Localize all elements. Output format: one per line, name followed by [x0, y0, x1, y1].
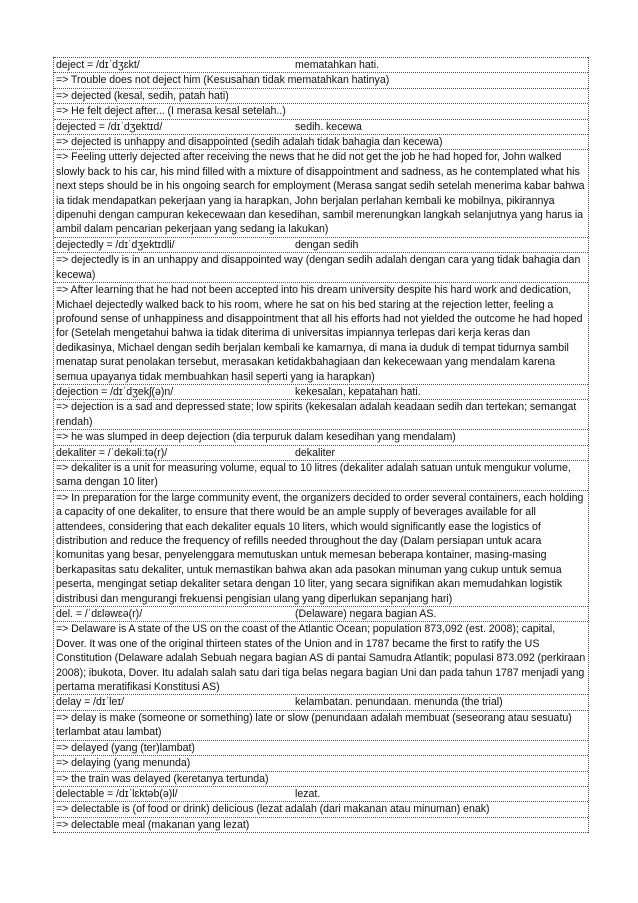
translation: dekaliter	[295, 446, 336, 459]
entry-delay	[54, 694, 588, 785]
translation: dengan sedih	[295, 238, 359, 251]
entry-dejection	[54, 384, 588, 445]
entry-header	[54, 120, 588, 134]
entry-line: => delaying (yang menunda)	[54, 755, 588, 770]
entry-line: => In preparation for the large community event, the organizers decided to order several containers, each holding a capacity of one dekaliter, to ensure that there would be an ample supply of beverages available for all attendees, considering that each dekaliter equals 10 liters, which would significantly ease the logistics of distribution and reduce the frequency of refills needed throughout the day (Dalam persiapan untuk acara komunitas yang besar, penyelenggara memutuskan untuk memesan beberapa kontainer, masing-masing berkapasitas satu dekaliter, untuk memastikan bahwa akan ada pasokan minuman yang cukup untuk semua peserta, mengingat setiap dekaliter setara dengan 10 liter, yang secara signifikan akan memudahkan logistik distribusi dan mengurangi frekuensi pengisian ulang yang diperlukan sepanjang hari)	[54, 490, 588, 606]
headword: delay = /dɪˈleɪ/	[56, 696, 125, 709]
headword: dejected = /dɪˈdʒektɪd/	[56, 120, 163, 133]
entry-line: => dejected (kesal, sedih, patah hati)	[54, 88, 588, 103]
entry-line: => After learning that he had not been accepted into his dream university despite his hard work and dedication, Michael dejectedly walked back to his room, where he sat on his bed staring at the rejection letter, feeling a profound sense of unhappiness and disappointment that all his efforts had not yielded the outcome he had hoped for (Setelah mengetahui bahwa ia tidak diterima di universitas impiannya terlepas dari kerja keras dan dedikasinya, Michael dengan sedih berjalan kembali ke kamarnya, di mana ia duduk di tempat tidurnya sambil menatap surat penolakan tersebut, merasakan ketidakbahagiaan dan kekecewaan yang mendalam karena semua upayanya tidak membuahkan hasil seperti yang ia harapkan)	[54, 282, 588, 384]
entry-dejectedly	[54, 237, 588, 384]
entry-line: => He felt deject after... (I merasa kesal setelah..)	[54, 103, 588, 118]
headword: dejectedly = /dɪˈdʒektɪdli/	[56, 238, 175, 251]
entry-line: => delectable is (of food or drink) delicious (lezat adalah (dari makanan atau minuman) enak)	[54, 801, 588, 816]
entry-header	[54, 695, 588, 709]
entry-line: => dejected is unhappy and disappointed (sedih adalah tidak bahagia dan kecewa)	[54, 134, 588, 149]
entry-header	[54, 58, 588, 72]
entry-header	[54, 446, 588, 460]
entry-line: => Feeling utterly dejected after receiving the news that he did not get the job he had hoped for, John walked slowly back to his car, his mind filled with a mixture of disappointment and sadness, as he contemplated what his next steps should be in his ongoing search for employment (Merasa sangat sedih setelah menerima kabar bahwa ia tidak mendapatkan pekerjaan yang ia harapkan, John berjalan perlahan kembali ke mobilnya, pikirannya dipenuhi dengan campuran kekecewaan dan kesedihan, sambil merenungkan langkah selanjutnya yang harus ia ambil dalam pencarian pekerjaan yang sedang ia lakukan)	[54, 149, 588, 236]
translation: kekesalan, kepatahan hati.	[295, 385, 421, 398]
translation: (Delaware) negara bagian AS.	[295, 608, 437, 621]
entry-line: => Delaware is A state of the US on the coast of the Atlantic Ocean; population 873,092 (est. 2008); capital, Dover. It was one of the original thirteen states of the Union and in 1787 became the first to ratify the US Constitution (Delaware adalah Sebuah negara bagian AS di pantai Samudra Atlantik; populasi 873.092 (perkiraan 2008); ibukota, Dover. Itu adalah salah satu dari tiga belas negara bagian Uni dan pada tahun 1787 menjadi yang pertama meratifikasi Konstitusi AS)	[54, 621, 588, 694]
entry-header	[54, 607, 588, 621]
headword: delectable = /dɪˈlɛktəb(ə)l/	[56, 787, 178, 800]
entry-header	[54, 385, 588, 399]
headword: deject = /dɪˈdʒɛkt/	[56, 59, 140, 71]
headword: dekaliter = /ˈdekəliːtə(r)/	[56, 446, 168, 459]
entry-line: => Trouble does not deject him (Kesusahan tidak mematahkan hatinya)	[54, 72, 588, 87]
headword: del. = /ˈdɛləwɛə(r)/	[56, 608, 143, 621]
entry-dejected	[54, 119, 588, 237]
entry-line: => the train was delayed (keretanya tertunda)	[54, 771, 588, 786]
translation: lezat.	[295, 787, 321, 800]
entry-line: => dejection is a sad and depressed state; low spirits (kekesalan adalah keadaan sedih dan tertekan; semangat rendah)	[54, 399, 588, 429]
entry-line: => delayed (yang (ter)lambat)	[54, 740, 588, 755]
entry-delectable	[54, 786, 588, 833]
entry-line: => dejectedly is in an unhappy and disappointed way (dengan sedih adalah dengan cara yang tidak bahagia dan kecewa)	[54, 252, 588, 282]
entry-line: => he was slumped in deep dejection (dia terpuruk dalam kesedihan yang mendalam)	[54, 429, 588, 444]
translation: kelambatan. penundaan. menunda (the trial)	[295, 696, 503, 709]
dictionary-entries	[53, 57, 589, 833]
translation: mematahkan hati.	[295, 59, 380, 71]
entry-dekaliter	[54, 445, 588, 606]
entry-line: => delay is make (someone or something) late or slow (penundaan adalah membuat (seseorang atau sesuatu) terlambat atau lambat)	[54, 710, 588, 740]
headword: dejection = /dɪˈdʒekʃ(ə)n/	[56, 385, 174, 398]
entry-line: => dekaliter is a unit for measuring volume, equal to 10 litres (dekaliter adalah satuan untuk mengukur volume, sama dengan 10 liter)	[54, 460, 588, 490]
entry-header	[54, 787, 588, 801]
entry-deject	[54, 57, 588, 119]
entry-line: => delectable meal (makanan yang lezat)	[54, 817, 588, 832]
entry-delaware	[54, 606, 588, 694]
entry-header	[54, 238, 588, 252]
translation: sedih. kecewa	[295, 120, 362, 133]
